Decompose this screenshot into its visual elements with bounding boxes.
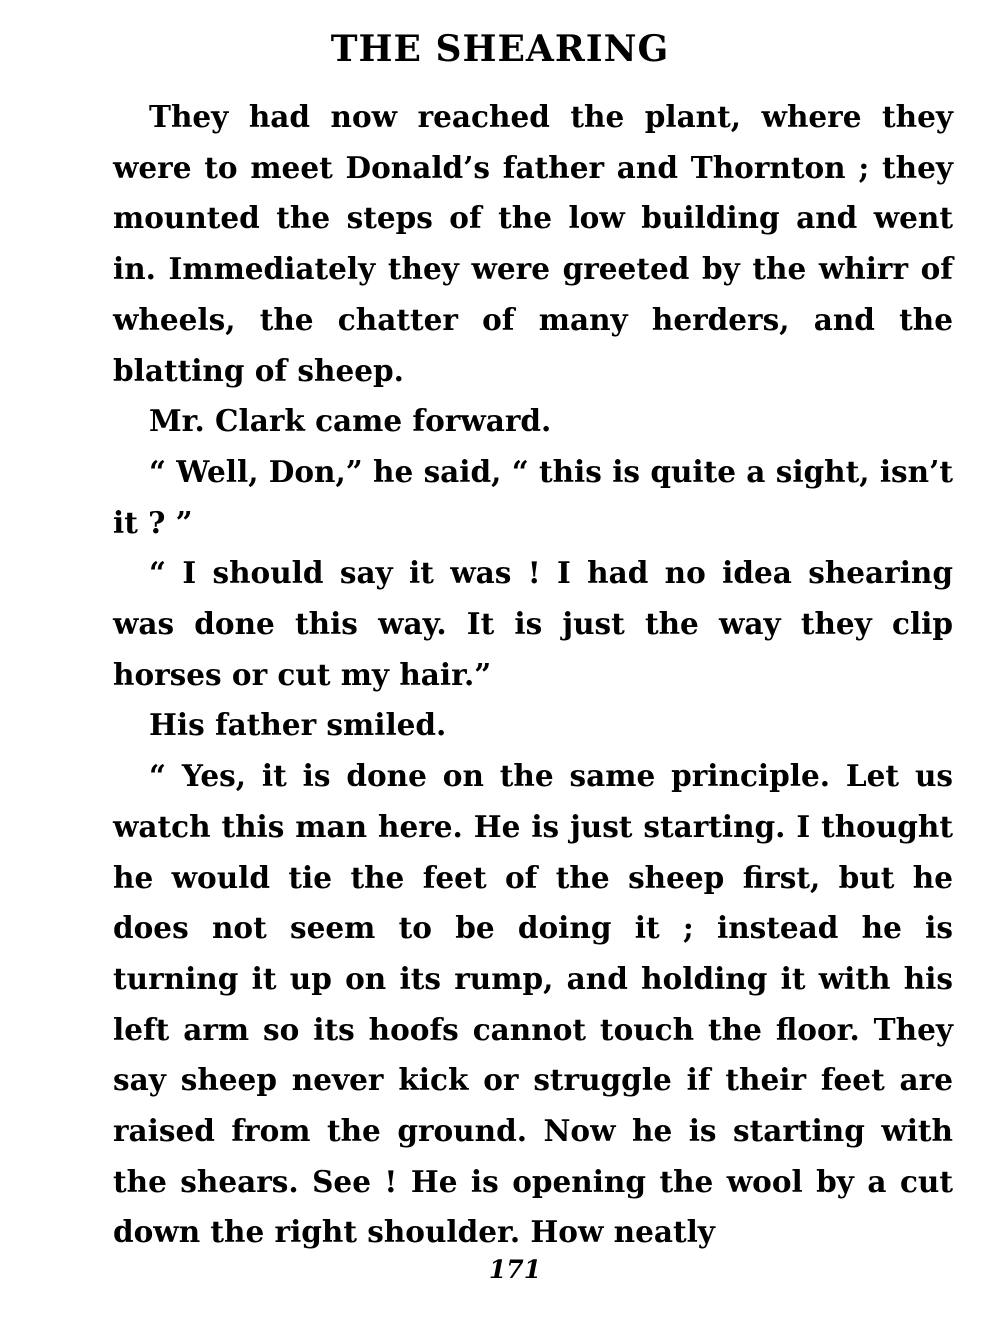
paragraph-no-idea: “ I should say it was ! I had no idea shearing was done this way. It is just the way they clip horses or cut my hair.”: [113, 555, 953, 692]
paragraph-father-smiled: His father smiled.: [149, 707, 447, 743]
running-title: THE SHEARING: [330, 28, 670, 70]
page-number: 171: [488, 1255, 542, 1284]
paragraph-same-principle: “ Yes, it is done on the same principle. Let us watch this man here. He is just starting. I thought he would tie the feet of the sheep first, but he does not seem to be doing it ; instead he is turning it up on its rump, and holding it with his left arm so its hoofs cannot touch the floor. They say sheep never kick or struggle if their feet are raised from the ground. Now he is starting with the shears. See ! He is opening the wool by a cut down the right shoulder. How neatly: [113, 758, 953, 1250]
paragraph-well-don: “ Well, Don,” he said, “ this is quite a sight, isn’t it ? ”: [113, 453, 953, 540]
paragraph-reached-plant: They had now reached the plant, where they were to meet Donald’s father and Thornton ; they mounted the steps of the low building and went in. Immediately they were greeted by the whirr of wheels, the chatter of many herders, and the blatting of sheep.: [113, 99, 953, 388]
body-text: [113, 92, 953, 1258]
paragraph-mr-clark: Mr. Clark came forward.: [149, 403, 552, 439]
